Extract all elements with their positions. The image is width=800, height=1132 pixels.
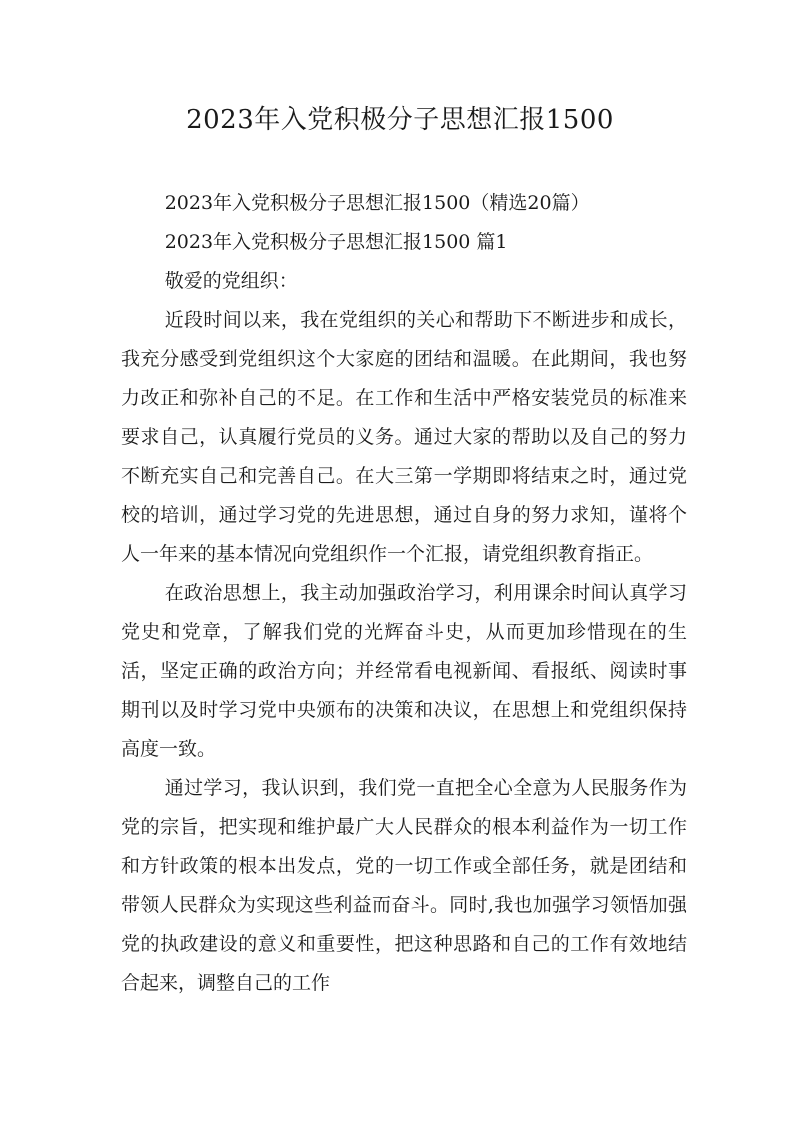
body-paragraph: 在政治思想上，我主动加强政治学习，利用课余时间认真学习党史和党章，了解我们党的光辉奋斗史，从而更加珍惜现在的生活，坚定正确的政治方向；并经常看电视新闻、看报纸、阅读时事期刊以及时学习党中央颁布的决策和决议，在思想上和党组织保持高度一致。 bbox=[121, 582, 687, 760]
body-paragraph: 近段时间以来，我在党组织的关心和帮助下不断进步和成长，我充分感受到党组织这个大家庭的团结和温暖。在此期间，我也努力改正和弥补自己的不足。在工作和生活中严格安装党员的标准来要求自己，认真履行党员的义务。通过大家的帮助以及自己的努力不断充实自己和完善自己。在大三第一学期即将结束之时，通过党校的培训，通过学习党的先进思想，通过自身的努力求知，谨将个人一年来的基本情况向党组织作一个汇报，请党组织教育指正。 bbox=[121, 309, 687, 565]
document-subtitle: 2023年入党积极分子思想汇报1500（精选20篇） bbox=[164, 192, 590, 214]
document-title: 2023年入党积极分子思想汇报1500 bbox=[186, 105, 614, 135]
body-paragraph: 通过学习，我认识到，我们党一直把全心全意为人民服务作为党的宗旨，把实现和维护最广大人民群众的根本利益作为一切工作和方针政策的根本出发点，党的一切工作或全部任务，就是团结和带领人民群众为实现这些利益而奋斗。同时,我也加强学习领悟加强党的执政建设的意义和重要性，把这种思路和自己的工作有效地结合起来，调整自己的工作 bbox=[121, 777, 687, 994]
section-heading: 2023年入党积极分子思想汇报1500 篇1 bbox=[164, 231, 508, 253]
salutation: 敬爱的党组织： bbox=[164, 270, 298, 292]
document-body bbox=[121, 184, 687, 1003]
